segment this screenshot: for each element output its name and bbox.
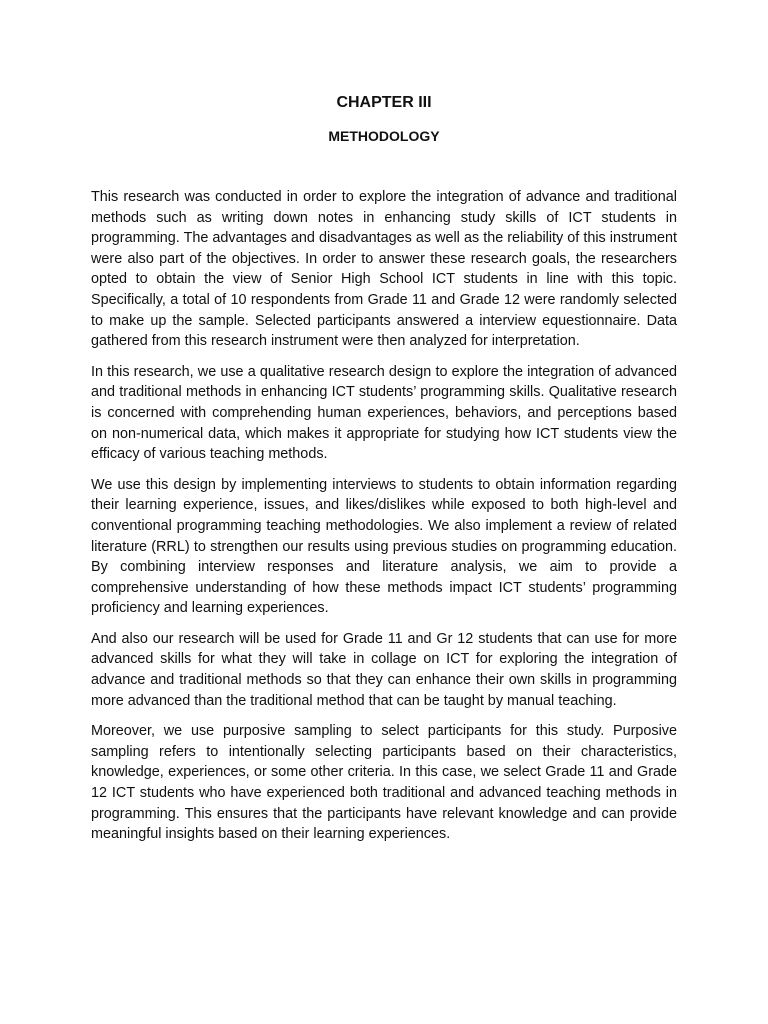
- paragraph-research-overview: This research was conducted in order to explore the integration of advance and traditional methods such as writing down notes in enhancing study skills of ICT students in programming. The advantages and disadvantages as well as the reliability of this instrument were also part of the objectives. In order to answer these research goals, the researchers opted to obtain the view of Senior High School ICT students in line with this topic. Specifically, a total of 10 respondents from Grade 11 and Grade 12 were randomly selected to make up the sample. Selected participants answered a interview equestionnaire. Data gathered from this research instrument were then analyzed for interpretation.: [91, 189, 677, 350]
- document-body: [91, 187, 677, 855]
- chapter-title: CHAPTER III: [336, 94, 432, 111]
- paragraph-design-implementation: We use this design by implementing interviews to students to obtain information regarding their learning experience, issues, and likes/dislikes while exposed to both high-level and conventional programming teaching methodologies. We also implement a review of related literature (RRL) to strengthen our results using previous studies on programming education. By combining interview responses and literature analysis, we aim to provide a comprehensive understanding of how these methods impact ICT students’ programming proficiency and learning experiences.: [91, 476, 677, 617]
- paragraph-research-design: In this research, we use a qualitative research design to explore the integration of advanced and traditional methods in enhancing ICT students’ programming skills. Qualitative research is concerned with comprehending human experiences, behaviors, and perceptions based on non-numerical data, which makes it appropriate for studying how ICT students view the efficacy of various teaching methods.: [91, 363, 677, 463]
- paragraph-sampling: Moreover, we use purposive sampling to select participants for this study. Purposive sampling refers to intentionally selecting participants based on their characteristics, knowledge, experiences, or some other criteria. In this case, we select Grade 11 and Grade 12 ICT students who have experienced both traditional and advanced teaching methods in programming. This ensures that the participants have relevant knowledge and can provide meaningful insights based on their learning experiences.: [91, 723, 677, 843]
- paragraph-research-use: And also our research will be used for Grade 11 and Gr 12 students that can use for more advanced skills for what they will take in collage on ICT for exploring the integration of advance and traditional methods so that they can enhance their own skills in programming more advanced than the traditional method that can be taught by manual teaching.: [91, 630, 677, 709]
- section-title: METHODOLOGY: [328, 128, 440, 144]
